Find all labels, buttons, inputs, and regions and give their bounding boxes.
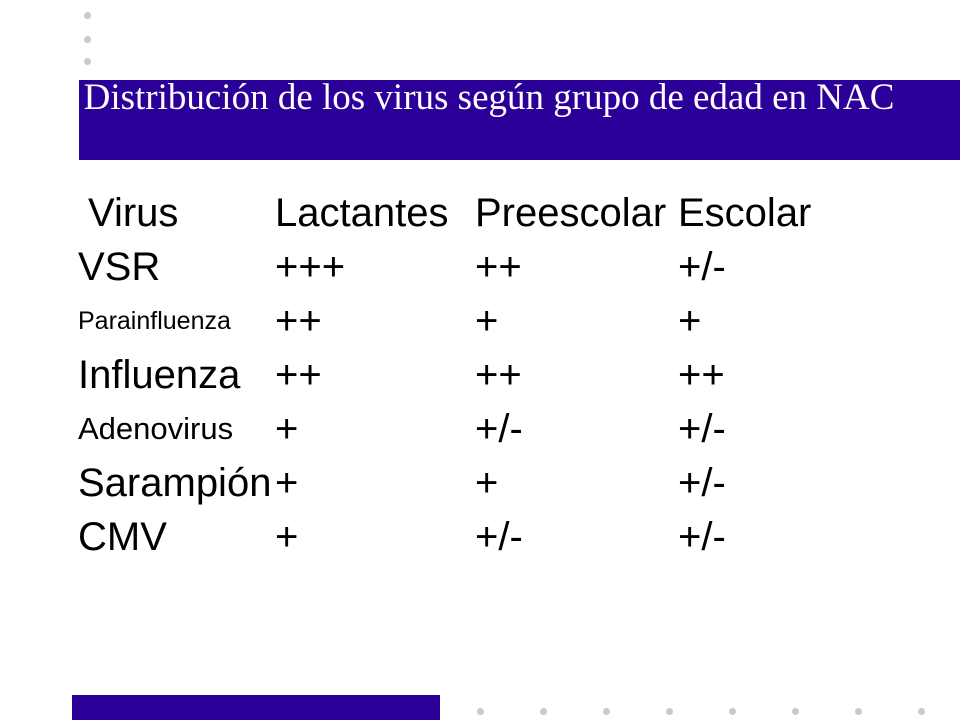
table-row xyxy=(68,294,858,348)
header-virus: Virus xyxy=(88,191,179,235)
virus-name: VSR xyxy=(78,245,161,289)
cell-preescolar: + xyxy=(475,299,499,343)
cell-lactantes: ++ xyxy=(275,353,322,397)
table-row xyxy=(68,348,858,402)
cell-lactantes: + xyxy=(275,515,299,559)
virus-name: Sarampión xyxy=(78,461,272,505)
cell-escolar: +/- xyxy=(678,245,726,289)
cell-lactantes: + xyxy=(275,461,299,505)
cell-preescolar: + xyxy=(475,461,499,505)
decor-dot xyxy=(918,708,925,715)
cell-preescolar: +/- xyxy=(475,407,523,451)
decor-dot xyxy=(666,708,673,715)
slide-title: Distribución de los virus según grupo de edad en NAC xyxy=(83,77,895,118)
decor-dot xyxy=(603,708,610,715)
table-row xyxy=(68,510,858,564)
decor-dot xyxy=(792,708,799,715)
header-escolar: Escolar xyxy=(678,191,812,235)
cell-lactantes: +++ xyxy=(275,245,346,289)
cell-escolar: + xyxy=(678,299,702,343)
cell-escolar: ++ xyxy=(678,353,725,397)
cell-lactantes: ++ xyxy=(275,299,322,343)
table-row xyxy=(68,240,858,294)
table-row xyxy=(68,456,858,510)
cell-preescolar: ++ xyxy=(475,353,522,397)
cell-escolar: +/- xyxy=(678,407,726,451)
table-header-row xyxy=(68,186,858,240)
decor-dot xyxy=(84,36,91,43)
table-row xyxy=(68,402,858,456)
cell-lactantes: + xyxy=(275,407,299,451)
header-lactantes: Lactantes xyxy=(275,191,449,235)
cell-escolar: +/- xyxy=(678,515,726,559)
decor-dot xyxy=(477,708,484,715)
virus-name: Influenza xyxy=(78,353,241,397)
virus-name: CMV xyxy=(78,515,167,559)
decor-dot xyxy=(84,58,91,65)
cell-preescolar: ++ xyxy=(475,245,522,289)
cell-preescolar: +/- xyxy=(475,515,523,559)
decor-dot xyxy=(84,12,91,19)
cell-escolar: +/- xyxy=(678,461,726,505)
virus-age-table xyxy=(68,186,858,564)
header-preescolar: Preescolar xyxy=(475,191,667,235)
virus-name: Parainfluenza xyxy=(78,307,231,335)
bottom-accent-bar xyxy=(72,695,440,720)
virus-name: Adenovirus xyxy=(78,411,234,446)
decor-dot xyxy=(540,708,547,715)
decor-dot xyxy=(855,708,862,715)
decor-dot xyxy=(729,708,736,715)
